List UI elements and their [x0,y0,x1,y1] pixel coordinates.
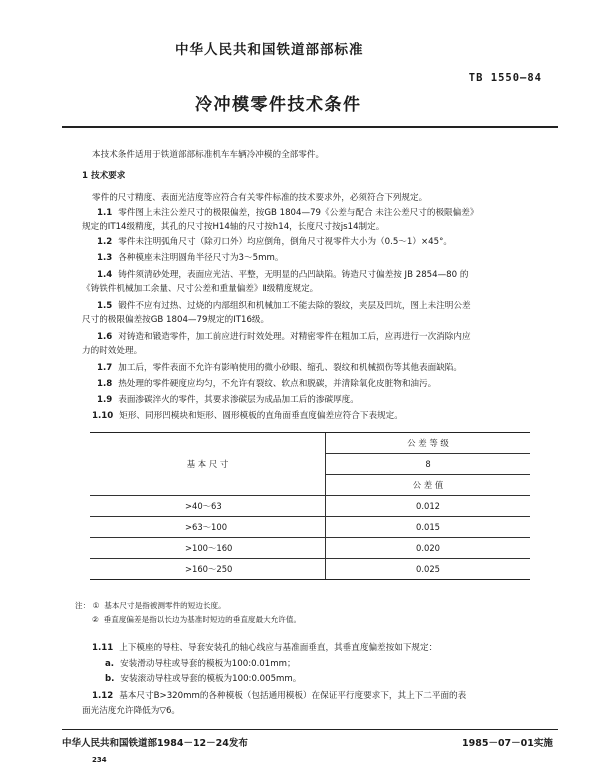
value-cell: 0.025 [326,559,531,580]
notes-label: 注： [75,601,91,610]
col-header-basic-size: 基 本 尺 寸 [90,433,326,496]
note-1 [75,600,226,612]
table-row [90,517,530,538]
clause-number: 1.10 [92,411,114,421]
clause-number: 1.7 [97,363,113,373]
clause-1-12-line2: 面光洁度允许降低为▽6。 [82,706,181,716]
clause-number: 1.4 [97,270,113,280]
clause-number: 1.1 [97,208,113,218]
tolerance-table [90,432,530,580]
issuing-org: 中华人民共和国铁道部部标准 [175,42,364,58]
clause-1-5-line2: 尺寸的极限偏差按GB 1804—79规定的IT16级。 [82,315,270,325]
clause-number: 1.3 [97,253,113,263]
value-cell: 0.015 [326,517,531,538]
page-number: 234 [92,756,107,764]
effective-date: 1985－07－01实施 [462,738,553,749]
section-1-heading: 1 技术要求 [82,171,126,181]
note-text: 垂直度偏差是指以长边为基准时短边的垂直度最大允许值。 [103,615,302,624]
note-mark: ① [92,601,100,610]
footer-rule [62,729,558,730]
clause-1-7 [97,362,462,374]
clause-text: 表面渗碳淬火的零件，其要求渗碳层为成品加工后的渗碳厚度。 [118,395,359,405]
clause-1-4-line1 [97,269,468,281]
table-row [90,559,530,580]
item-mark: a. [105,659,115,669]
clause-text: 各种模座未注明圆角半径尺寸为3～5mm。 [118,253,284,263]
range-cell: >100～160 [90,538,326,559]
clause-number: 1.2 [97,237,113,247]
clause-1-2 [97,236,452,248]
clause-1-8 [97,378,436,390]
clause-text: 零件未注明弧角尺寸（除刃口外）均应倒角，倒角尺寸视零件大小为（0.5～1）×45°。 [118,237,452,247]
top-rule [62,126,558,128]
clause-number: 1.9 [97,395,113,405]
clause-number: 1.8 [97,379,113,389]
clause-1-1-line1 [97,207,478,219]
note-text: 基本尺寸是指被测零件的短边长度。 [104,601,226,610]
col-header-grade: 公 差 等 级 [326,433,531,454]
clause-number: 1.12 [92,691,114,701]
clause-text: 热处理的零件硬度应均匀，不允许有裂纹、软点和脱碳，并清除氧化皮脏物和油污。 [118,379,437,389]
grade-value: 8 [326,454,531,475]
item-mark: b. [105,674,115,684]
clause-1-3 [97,252,283,264]
value-cell: 0.012 [326,496,531,517]
intro-paragraph: 本技术条件适用于铁道部部标准机车车辆冷冲模的全部零件。 [92,150,325,160]
item-text: 安装滑动导柱或导套的模板为100:0.01mm； [120,659,296,669]
clause-1-11 [92,642,437,654]
clause-text: 矩形、同形凹模块和矩形、圆形模板的直角面垂直度偏差应符合下表规定。 [119,411,403,421]
table-row [90,496,530,517]
clause-1-9 [97,394,359,406]
clause-number: 1.5 [97,301,113,311]
clause-1-6-line2: 力的时效处理。 [82,346,143,356]
item-text: 安装滚动导柱或导套的模板为100:0.005mm。 [120,674,302,684]
clause-text: 上下模座的导柱、导套安装孔的轴心线应与基准面垂直，其垂直度偏差按如下规定： [119,643,438,653]
clause-text: 锻件不应有过热、过烧的内部组织和机械加工不能去除的裂纹，夹层及凹坑，图上未注明公差 [118,301,471,311]
clause-number: 1.11 [92,643,114,653]
clause-1-6-line1 [97,331,471,343]
col-header-value: 公 差 值 [326,475,531,496]
range-cell: >63～100 [90,517,326,538]
clause-number: 1.6 [97,332,113,342]
clause-1-10 [92,410,403,422]
issue-date: 中华人民共和国铁道部1984－12－24发布 [62,738,248,749]
clause-1-11-a [105,658,296,670]
table-row [90,538,530,559]
clause-text: 铸件须清砂处理，表面应光洁、平整，无明显的凸凹缺陷。铸造尺寸偏差按 JB 2854—80 的 [118,270,469,280]
clause-1-11-b [105,673,301,685]
table-header-row [90,433,530,454]
section-1-lead: 零件的尺寸精度、表面光洁度等应符合有关零件标准的技术要求外，必须符合下列规定。 [92,193,428,203]
clause-1-1-line2: 规定的IT14级精度，其孔的尺寸按H14轴的尺寸按h14，长度尺寸按js14制定。 [82,222,385,232]
clause-1-4-line2: 《铸铁件机械加工余量、尺寸公差和重量偏差》Ⅱ级精度规定。 [82,284,319,294]
clause-1-12-line1 [92,690,466,702]
note-mark: ② [92,615,99,624]
standard-code: TB 1550—84 [468,72,542,84]
range-cell: >160～250 [90,559,326,580]
clause-1-5-line1 [97,300,471,312]
clause-text: 对铸造和锻造零件，加工前应进行时效处理。对精密零件在粗加工后，应再进行一次消除内应 [118,332,471,342]
clause-text: 零件图上未注公差尺寸的极限偏差，按GB 1804—79《公差与配合 未注公差尺寸的极限偏差》 [118,208,479,218]
document-title: 冷冲模零件技术条件 [195,95,362,115]
value-cell: 0.020 [326,538,531,559]
note-2 [92,614,301,626]
clause-text: 基本尺寸B>320mm的各种模板（包括通用模板）在保证平行度要求下，其上下二平面的表 [119,691,467,701]
range-cell: >40～63 [90,496,326,517]
clause-text: 加工后，零件表面不允许有影响使用的微小砂眼、缩孔、裂纹和机械损伤等其他表面缺陷。 [118,363,462,373]
